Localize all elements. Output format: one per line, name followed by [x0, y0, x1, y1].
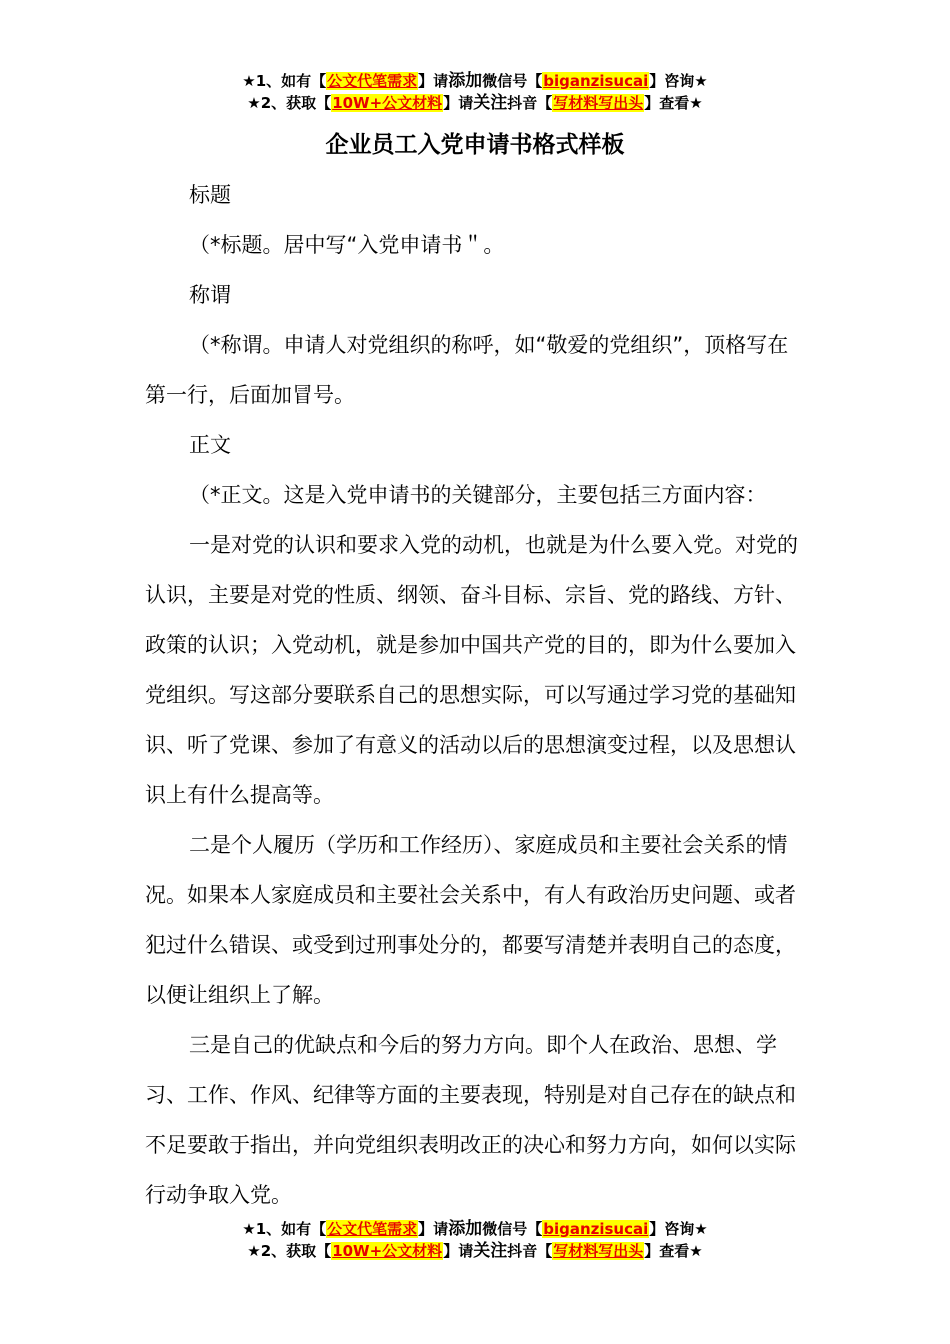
banner-text: ★1、如有【 — [242, 72, 327, 90]
banner-emphasis: 添加 — [448, 71, 483, 91]
banner-text: 抖音【 — [507, 94, 553, 112]
document-body — [145, 170, 805, 1220]
banner-text: 】请 — [418, 1220, 449, 1238]
paragraph-salutation-note: （*称谓。申请人对党组织的称呼，如“敬爱的党组织”，顶格写在第一行，后面加冒号。 — [145, 333, 789, 407]
banner-line-2 — [0, 92, 950, 114]
banner-text: 】咨询★ — [649, 1220, 708, 1238]
banner-text: ★2、获取【 — [247, 94, 332, 112]
banner-text: 】请 — [443, 1242, 474, 1260]
paragraph-title-note: （*标题。居中写“入党申请书＂。 — [189, 233, 505, 257]
banner-line-2 — [0, 1240, 950, 1262]
banner-emphasis: 关注 — [473, 93, 508, 113]
banner-text: 抖音【 — [507, 1242, 553, 1260]
banner-text: 】请 — [443, 94, 474, 112]
banner-highlight-materials: 10W+公文材料 — [332, 94, 443, 112]
banner-emphasis: 添加 — [448, 1219, 483, 1239]
banner-text: 】查看★ — [644, 94, 703, 112]
paragraph-heading-title: 标题 — [189, 183, 231, 207]
banner-highlight-materials: 10W+公文材料 — [332, 1242, 443, 1260]
banner-highlight-wechat: biganzisucai — [543, 72, 649, 90]
banner-text: 微信号【 — [482, 1220, 543, 1238]
paragraph-point-three: 三是自己的优缺点和今后的努力方向。即个人在政治、思想、学习、工作、作风、纪律等方面的主要表现，特别是对自己存在的缺点和不足要敢于指出，并向党组织表明改正的决心和努力方向，如何以实际行动争取入党。 — [145, 1033, 796, 1207]
banner-line-1 — [0, 1218, 950, 1240]
banner-highlight-wechat: biganzisucai — [543, 1220, 649, 1238]
banner-highlight-service: 公文代笔需求 — [327, 72, 418, 90]
paragraph-heading-salutation: 称谓 — [189, 283, 231, 307]
paragraph-heading-body: 正文 — [189, 433, 231, 457]
banner-text: 】咨询★ — [649, 72, 708, 90]
top-banner — [0, 70, 950, 114]
paragraph-point-two: 二是个人履历（学历和工作经历）、家庭成员和主要社会关系的情况。如果本人家庭成员和主要社会关系中，有人有政治历史问题、或者犯过什么错误、或受到过刑事处分的，都要写清楚并表明自己的态度，以便让组织上了解。 — [145, 833, 796, 1007]
banner-highlight-douyin: 写材料写出头 — [553, 1242, 644, 1260]
banner-highlight-service: 公文代笔需求 — [327, 1220, 418, 1238]
banner-line-1 — [0, 70, 950, 92]
bottom-banner — [0, 1218, 950, 1262]
banner-emphasis: 关注 — [473, 1241, 508, 1261]
document-title: 企业员工入党申请书格式样板 — [325, 132, 625, 158]
banner-text: 】查看★ — [644, 1242, 703, 1260]
paragraph-point-one: 一是对党的认识和要求入党的动机，也就是为什么要入党。对党的认识，主要是对党的性质、纲领、奋斗目标、宗旨、党的路线、方针、政策的认识；入党动机，就是参加中国共产党的目的，即为什么要加入党组织。写这部分要联系自己的思想实际，可以写通过学习党的基础知识、听了党课、参加了有意义的活动以后的思想演变过程，以及思想认识上有什么提高等。 — [145, 533, 798, 807]
banner-text: ★1、如有【 — [242, 1220, 327, 1238]
banner-text: 微信号【 — [482, 72, 543, 90]
banner-highlight-douyin: 写材料写出头 — [553, 94, 644, 112]
banner-text: 】请 — [418, 72, 449, 90]
paragraph-body-note: （*正文。这是入党申请书的关键部分，主要包括三方面内容： — [189, 483, 767, 507]
banner-text: ★2、获取【 — [247, 1242, 332, 1260]
